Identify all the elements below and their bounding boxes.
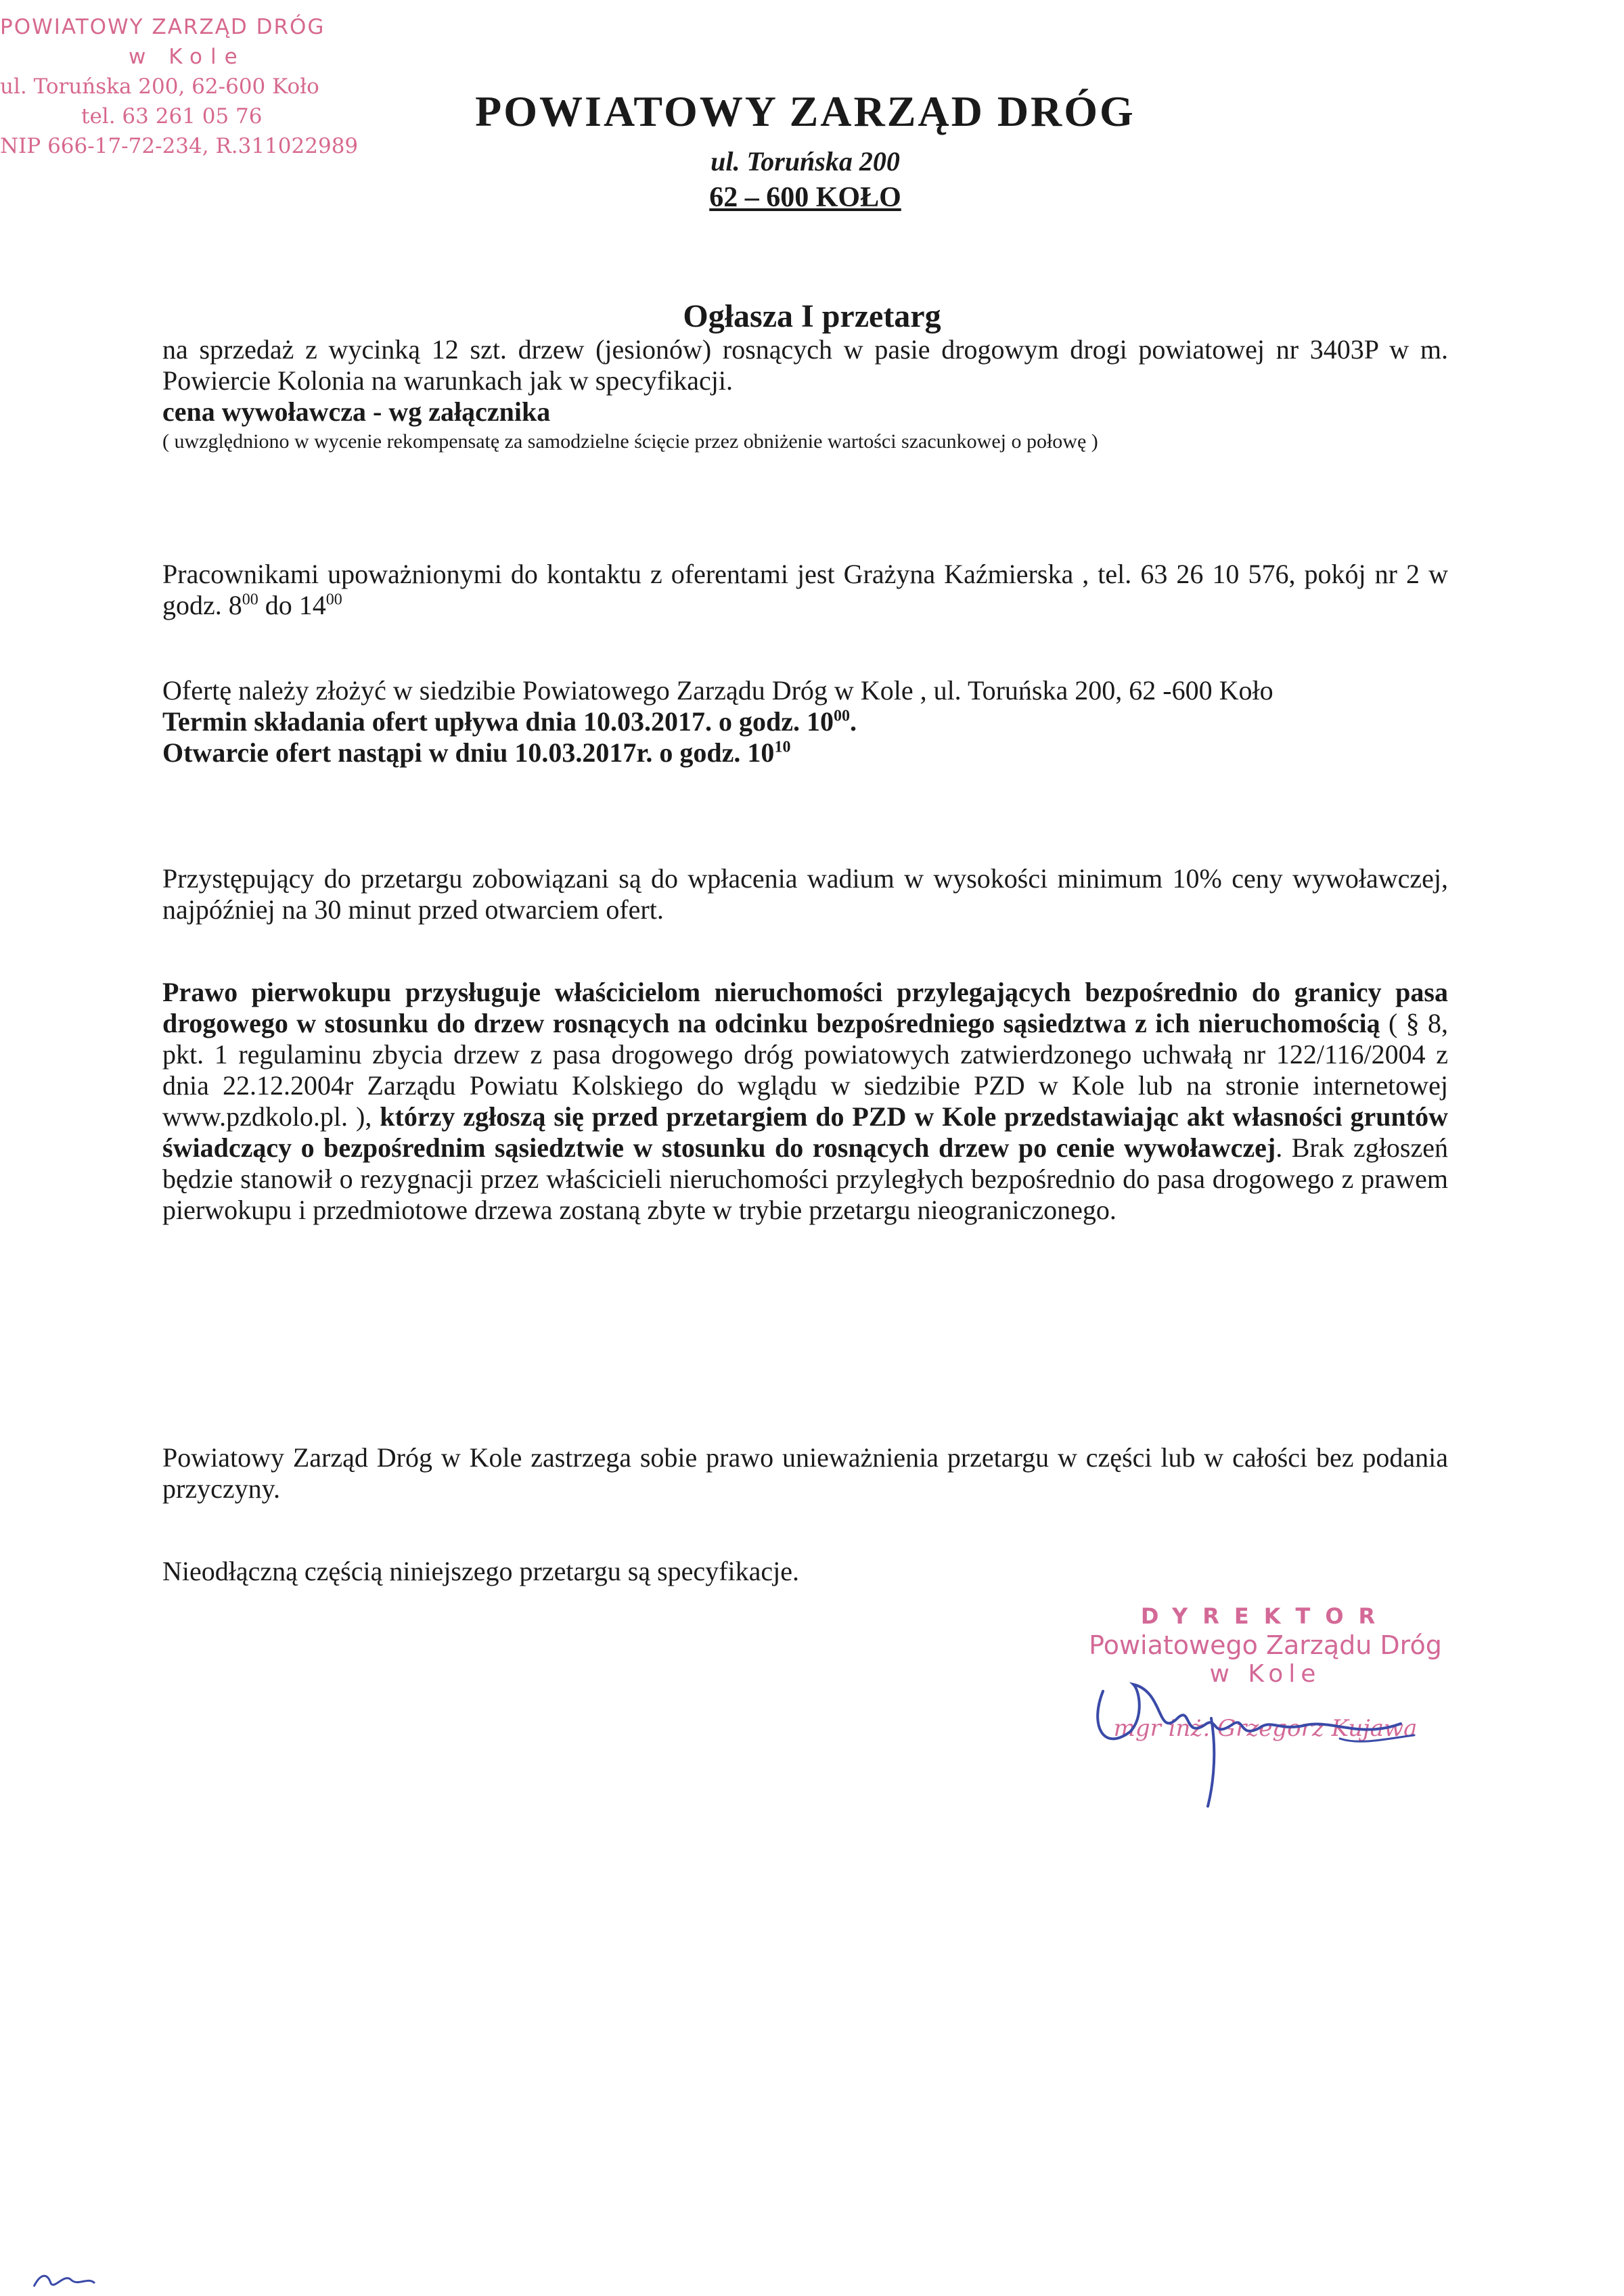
deadline-text: Termin składania ofert upływa dnia 10.03.2017. o godz. 10	[162, 706, 834, 737]
preemption-section	[162, 977, 1448, 1226]
institution-city: 62 – 600 KOŁO	[709, 182, 901, 213]
signature-stroke-tail	[1208, 1718, 1214, 1806]
preemption-text	[162, 977, 1448, 1226]
intro-section	[162, 334, 1448, 456]
deposit-text: Przystępujący do przetargu zobowiązani są do wpłacenia wadium w wysokości minimum 10% ceny wywoławczej, najpóźniej na 30 minut przed otwarciem ofert.	[162, 863, 1448, 925]
director-stamp-name: mgr inż. Grzegorz Kujawa	[1113, 1715, 1418, 1742]
stamp-line-name: POWIATOWY ZARZĄD DRÓG	[0, 15, 325, 39]
preemption-bold-1: Prawo pierwokupu przysługuje właścicielom nieruchomości przylegających bezpośrednio do granicy pasa drogowego w stosunku do drzew rosnących na odcinku bezpośredniego sąsiedztwa z ich nieruchomością	[162, 977, 1448, 1038]
contact-text	[162, 559, 1448, 621]
reservation-section	[162, 1442, 1448, 1505]
deposit-section	[162, 863, 1448, 925]
offer-deadline	[162, 706, 1448, 737]
director-stamp-town: w Kole	[1209, 1660, 1322, 1688]
institution-name: POWIATOWY ZARZĄD DRÓG	[475, 87, 1135, 135]
closing-text: Nieodłączną częścią niniejszego przetargu są specyfikacje.	[162, 1556, 799, 1586]
contact-hour-end-sup: 00	[325, 591, 342, 609]
margin-pen-mark	[27, 2259, 108, 2296]
opening-text: Otwarcie ofert nastąpi w dniu 10.03.2017r. o godz. 10	[162, 737, 775, 768]
director-stamp-title: DYREKTOR	[1140, 1603, 1391, 1629]
preemption-normal-2: . Brak zgłoszeń będzie stanowił o rezygnacji przez właścicieli nieruchomości przyległych bezpośrednio do pasa drogowego z prawem pierwokupu i przedmiotowe drzewa zostaną zbyte w trybie przetargu nieograniczonego.	[162, 1132, 1448, 1225]
offer-text: Ofertę należy złożyć w siedzibie Powiatowego Zarządu Dróg w Kole , ul. Toruńska 200, 62 -600 Koło	[162, 675, 1273, 706]
announcement-title: Ogłasza I przetarg	[683, 298, 941, 334]
stamp-line-nip: NIP 666-17-72-234, R.311022989	[0, 134, 359, 158]
opening-sup: 10	[774, 738, 791, 756]
contact-section	[162, 559, 1448, 621]
offer-opening	[162, 737, 1448, 768]
signature-stroke-main	[1098, 1684, 1401, 1739]
contact-main: Pracownikami upoważnionymi do kontaktu z oferentami jest Grażyna Kaźmierska , tel. 63 26 10 576, pokój nr 2 w godz. 8	[162, 559, 1448, 620]
deadline-sup: 00	[833, 707, 850, 725]
deadline-end: .	[849, 706, 857, 737]
intro-text: na sprzedaż z wycinką 12 szt. drzew (jesionów) rosnących w pasie drogowym drogi powiatowej nr 3403P w m. Powiercie Kolonia na warunkach jak w specyfikacji.	[162, 334, 1448, 396]
price-note: ( uwzględniono w wycenie rekompensatę za samodzielne ścięcie przez obniżenie wartości szacunkowej o połowę )	[162, 430, 1098, 453]
signature-stroke-underline	[1340, 1735, 1414, 1741]
handwritten-signature	[1076, 1637, 1441, 1813]
contact-mid: do 14	[258, 590, 326, 620]
institution-street: ul. Toruńska 200	[710, 146, 900, 177]
preemption-normal-1: ( § 8, pkt. 1 regulaminu zbycia drzew z pasa drogowego dróg powiatowych zatwierdzonego uchwałą nr 122/116/2004 z dnia 22.12.2004r Zarządu Powiatu Kolskiego do wglądu w siedzibie PZD w Kole lub na stronie internetowej www.pzdkolo.pl. ),	[162, 1008, 1449, 1132]
margin-pen-stroke	[34, 2276, 95, 2287]
stamp-line-phone: tel. 63 261 05 76	[81, 104, 263, 129]
director-stamp-institution: Powiatowego Zarządu Dróg	[1089, 1630, 1442, 1660]
contact-hour-start-sup: 00	[242, 591, 258, 609]
reservation-text: Powiatowy Zarząd Dróg w Kole zastrzega sobie prawo unieważnienia przetargu w części lub w całości bez podania przyczyny.	[162, 1442, 1448, 1504]
stamp-line-address: ul. Toruńska 200, 62-600 Koło	[0, 74, 319, 99]
offer-section	[162, 675, 1448, 768]
preemption-bold-2: którzy zgłoszą się przed przetargiem do PZD w Kole przedstawiając akt własności gruntów świadczący o bezpośrednim sąsiedztwie w stosunku do rosnących drzew po cenie wywoławczej	[162, 1101, 1448, 1163]
stamp-line-town: w Kole	[129, 45, 246, 69]
closing-section	[162, 1556, 1448, 1587]
price-text: cena wywoławcza - wg załącznika	[162, 396, 551, 427]
